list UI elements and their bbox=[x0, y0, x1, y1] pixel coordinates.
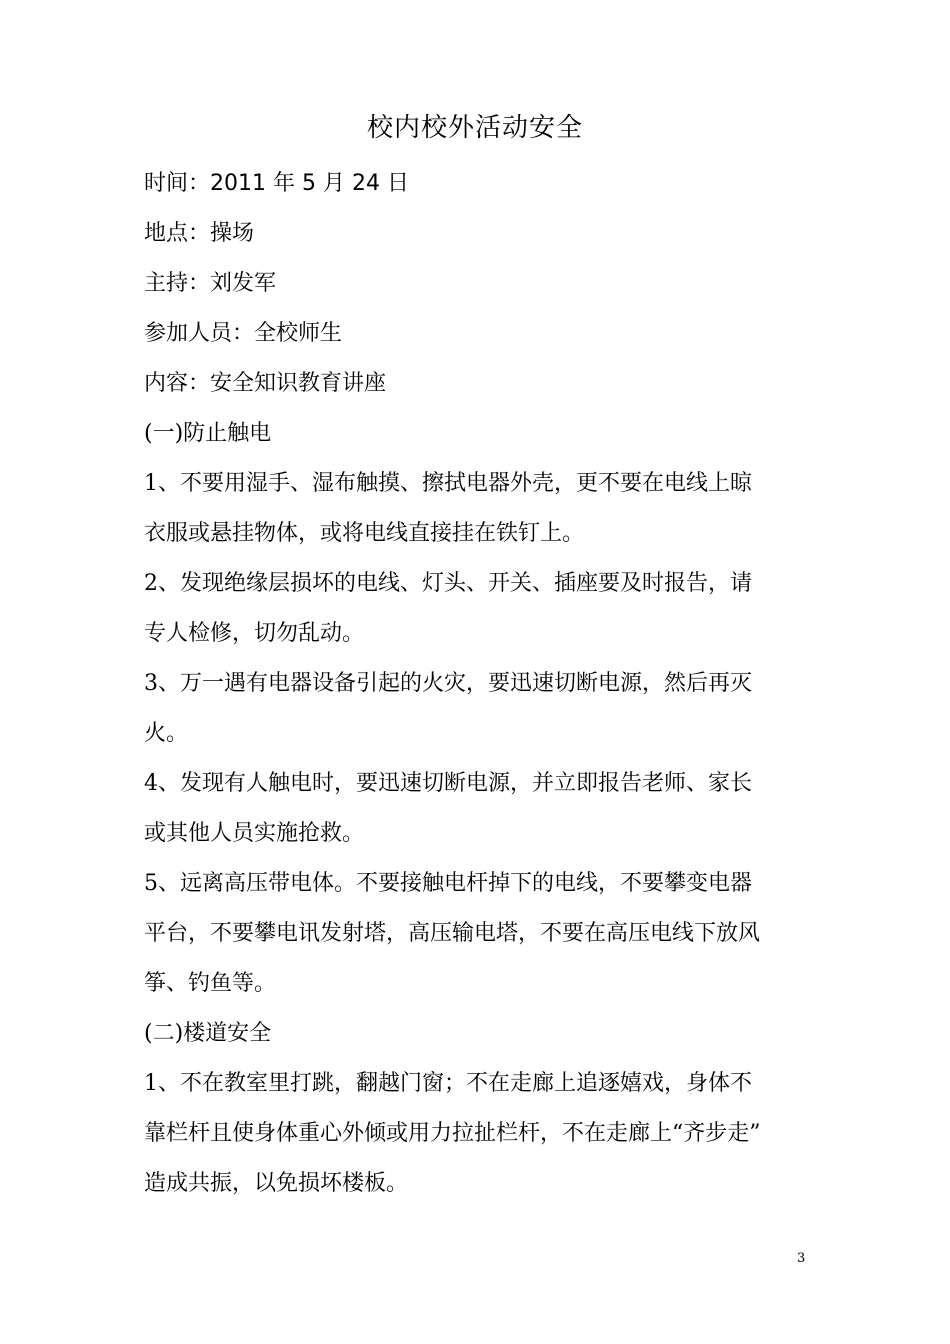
host-label: 主持： bbox=[144, 271, 211, 296]
body-line: 衣服或悬挂物体，或将电线直接挂在铁钉上。 bbox=[144, 521, 585, 546]
content-label: 内容： bbox=[144, 371, 211, 396]
content-value: 安全知识教育讲座 bbox=[210, 371, 387, 396]
body-line: 筝、钓鱼等。 bbox=[144, 971, 277, 996]
time-label: 时间： bbox=[144, 171, 211, 196]
place-label: 地点： bbox=[144, 221, 211, 246]
content-line bbox=[144, 366, 824, 402]
host-line bbox=[144, 266, 824, 302]
participants-value: 全校师生 bbox=[254, 321, 343, 346]
body-line: 4、发现有人触电时，要迅速切断电源，并立即报告老师、家长 bbox=[144, 771, 752, 796]
body-line: 平台，不要攀电讯发射塔，高压输电塔，不要在高压电线下放风 bbox=[144, 921, 761, 946]
participants-label: 参加人员： bbox=[144, 321, 255, 346]
body-line: 或其他人员实施抢救。 bbox=[144, 821, 365, 846]
place-line bbox=[144, 216, 824, 252]
place-value: 操场 bbox=[210, 221, 255, 246]
body-line: 靠栏杆且使身体重心外倾或用力拉扯栏杆，不在走廊上“齐步走” bbox=[144, 1121, 761, 1146]
body-line: 1、不要用湿手、湿布触摸、擦拭电器外壳，更不要在电线上晾 bbox=[144, 471, 752, 496]
time-line bbox=[144, 166, 824, 202]
body-line: 专人检修，切勿乱动。 bbox=[144, 621, 365, 646]
body-line: 5、远离高压带电体。不要接触电杆掉下的电线，不要攀变电器 bbox=[144, 871, 752, 896]
body-line: 2、发现绝缘层损坏的电线、灯头、开关、插座要及时报告，请 bbox=[144, 571, 752, 596]
body-line: 3、万一遇有电器设备引起的火灾，要迅速切断电源，然后再灭 bbox=[144, 671, 752, 696]
body-line: 火。 bbox=[144, 721, 189, 746]
section-heading: (一)防止触电 bbox=[144, 421, 272, 446]
participants-line bbox=[144, 316, 824, 352]
body-line: 1、不在教室里打跳，翻越门窗；不在走廊上追逐嬉戏，身体不 bbox=[144, 1071, 752, 1096]
time-value: 2011 年 5 月 24 日 bbox=[210, 171, 409, 196]
page-number: 3 bbox=[797, 1251, 806, 1266]
section-heading: (二)楼道安全 bbox=[144, 1021, 272, 1046]
document-title: 校内校外活动安全 bbox=[366, 113, 583, 143]
host-value: 刘发军 bbox=[210, 271, 277, 296]
body-line: 造成共振，以免损坏楼板。 bbox=[144, 1171, 409, 1196]
